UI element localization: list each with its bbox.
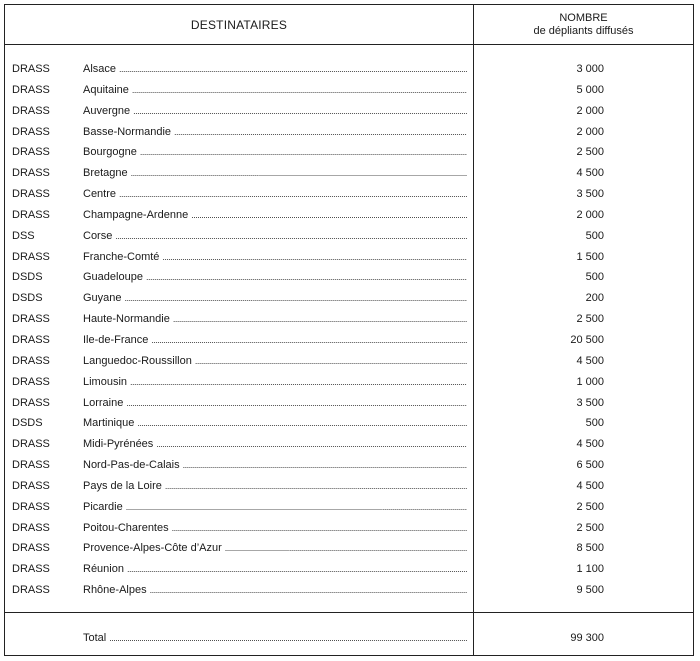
table-row xyxy=(5,455,693,476)
region-cell xyxy=(83,229,467,243)
organism-type: DSDS xyxy=(12,417,43,430)
region-name: Limousin xyxy=(83,375,128,388)
region-name: Bretagne xyxy=(83,167,128,180)
table-row xyxy=(5,518,693,539)
dot-leader xyxy=(126,500,467,514)
leaflet-count: 1 000 xyxy=(576,375,604,388)
region-name: Languedoc-Roussillon xyxy=(83,354,192,367)
region-name: Corse xyxy=(83,229,113,242)
leaflet-count: 9 500 xyxy=(576,584,604,597)
region-cell xyxy=(83,521,467,535)
header-nombre-line2: de dépliants diffusés xyxy=(533,24,634,37)
table-row xyxy=(5,538,693,559)
region-cell xyxy=(83,62,467,76)
region-cell xyxy=(83,333,467,347)
leaflet-count: 1 100 xyxy=(576,563,604,576)
organism-type: DRASS xyxy=(12,125,50,138)
region-cell xyxy=(83,541,467,555)
dot-leader xyxy=(131,166,467,180)
dot-leader xyxy=(119,62,467,76)
table-row xyxy=(5,580,693,601)
dot-leader xyxy=(150,583,467,597)
organism-type: DRASS xyxy=(12,375,50,388)
organism-type: DRASS xyxy=(12,167,50,180)
table-row xyxy=(5,330,693,351)
leaflet-count: 2 500 xyxy=(576,313,604,326)
total-row xyxy=(5,628,693,648)
region-cell xyxy=(83,500,467,514)
dot-leader xyxy=(109,631,467,645)
table-row xyxy=(5,247,693,268)
region-name: Guadeloupe xyxy=(83,271,143,284)
region-name: Bourgogne xyxy=(83,146,137,159)
region-name: Réunion xyxy=(83,563,124,576)
leaflet-count: 3 500 xyxy=(576,396,604,409)
header-rule xyxy=(5,44,693,45)
region-cell xyxy=(83,396,467,410)
dot-leader xyxy=(146,270,467,284)
organism-type: DSDS xyxy=(12,292,43,305)
dot-leader xyxy=(125,291,467,305)
region-name: Haute-Normandie xyxy=(83,313,170,326)
dot-leader xyxy=(156,437,467,451)
header-nombre xyxy=(474,5,693,44)
organism-type: DRASS xyxy=(12,459,50,472)
organism-type: DRASS xyxy=(12,584,50,597)
header-destinataires: DESTINATAIRES xyxy=(190,17,288,32)
leaflet-count: 20 500 xyxy=(570,333,604,346)
region-cell xyxy=(83,354,467,368)
organism-type: DRASS xyxy=(12,313,50,326)
leaflet-count: 2 000 xyxy=(576,104,604,117)
region-cell xyxy=(83,83,467,97)
table-row xyxy=(5,497,693,518)
dot-leader xyxy=(183,458,467,472)
organism-type: DRASS xyxy=(12,396,50,409)
region-name: Ile-de-France xyxy=(83,333,149,346)
region-cell xyxy=(83,291,467,305)
table-row xyxy=(5,559,693,580)
region-cell xyxy=(83,583,467,597)
table-row xyxy=(5,351,693,372)
dot-leader xyxy=(133,104,467,118)
region-name: Alsace xyxy=(83,63,117,75)
region-name: Aquitaine xyxy=(83,83,129,96)
organism-type: DRASS xyxy=(12,542,50,555)
total-rule xyxy=(5,612,693,613)
region-cell xyxy=(83,562,467,576)
leaflet-count: 500 xyxy=(585,417,604,430)
dot-leader xyxy=(172,521,467,535)
dot-leader xyxy=(225,541,467,555)
leaflet-count: 3 000 xyxy=(576,63,604,75)
leaflet-count: 4 500 xyxy=(576,479,604,492)
leaflet-count: 2 500 xyxy=(576,521,604,534)
leaflet-count: 3 500 xyxy=(576,188,604,201)
dot-leader xyxy=(165,479,467,493)
leaflet-count: 2 500 xyxy=(576,500,604,513)
region-name: Martinique xyxy=(83,417,135,430)
region-name: Lorraine xyxy=(83,396,124,409)
region-cell xyxy=(83,104,467,118)
table-row xyxy=(5,267,693,288)
leaflet-count: 500 xyxy=(585,229,604,242)
dot-leader xyxy=(137,416,467,430)
region-name: Franche-Comté xyxy=(83,250,160,263)
organism-type: DRASS xyxy=(12,500,50,513)
leaflet-count: 4 500 xyxy=(576,354,604,367)
region-cell xyxy=(83,250,467,264)
region-cell xyxy=(83,166,467,180)
leaflet-count: 2 000 xyxy=(576,208,604,221)
region-name: Guyane xyxy=(83,292,122,305)
dot-leader xyxy=(162,250,467,264)
leaflet-count: 8 500 xyxy=(576,542,604,555)
total-label: Total xyxy=(83,632,107,644)
organism-type: DRASS xyxy=(12,250,50,263)
organism-type: DRASS xyxy=(12,479,50,492)
dot-leader xyxy=(174,125,467,139)
dot-leader xyxy=(140,145,467,159)
table-row xyxy=(5,101,693,122)
organism-type: DRASS xyxy=(12,146,50,159)
organism-type: DRASS xyxy=(12,438,50,451)
region-name: Champagne-Ardenne xyxy=(83,208,189,221)
organism-type: DSS xyxy=(12,229,35,242)
leaflet-count: 6 500 xyxy=(576,459,604,472)
organism-type: DRASS xyxy=(12,354,50,367)
leaflet-count: 2 500 xyxy=(576,146,604,159)
organism-type: DRASS xyxy=(12,104,50,117)
region-cell xyxy=(83,270,467,284)
leaflet-count: 4 500 xyxy=(576,167,604,180)
organism-type: DRASS xyxy=(12,521,50,534)
region-name: Basse-Normandie xyxy=(83,125,172,138)
table-row xyxy=(5,476,693,497)
table-row xyxy=(5,205,693,226)
region-name: Picardie xyxy=(83,500,123,513)
region-cell xyxy=(83,458,467,472)
table-body xyxy=(5,59,693,601)
organism-type: DRASS xyxy=(12,333,50,346)
region-name: Centre xyxy=(83,188,117,201)
table-row xyxy=(5,226,693,247)
organism-type: DRASS xyxy=(12,83,50,96)
organism-type: DRASS xyxy=(12,63,50,75)
table-row xyxy=(5,80,693,101)
region-cell xyxy=(83,437,467,451)
leaflet-count: 2 000 xyxy=(576,125,604,138)
dot-leader xyxy=(126,396,467,410)
table-row xyxy=(5,413,693,434)
region-name: Nord-Pas-de-Calais xyxy=(83,459,180,472)
leaflet-count: 1 500 xyxy=(576,250,604,263)
table-row xyxy=(5,372,693,393)
dot-leader xyxy=(195,354,467,368)
region-name: Provence-Alpes-Côte d’Azur xyxy=(83,542,222,555)
total-label-cell xyxy=(83,631,467,645)
leaflet-count: 200 xyxy=(585,292,604,305)
region-cell xyxy=(83,125,467,139)
dot-leader xyxy=(191,208,467,222)
region-name: Pays de la Loire xyxy=(83,479,162,492)
organism-type: DSDS xyxy=(12,271,43,284)
table-row xyxy=(5,142,693,163)
table-row xyxy=(5,393,693,414)
region-name: Rhône-Alpes xyxy=(83,584,147,597)
header-nombre-line1: NOMBRE xyxy=(559,11,608,24)
dot-leader xyxy=(130,375,467,389)
region-cell xyxy=(83,312,467,326)
dot-leader xyxy=(119,187,467,201)
region-cell xyxy=(83,187,467,201)
dot-leader xyxy=(173,312,467,326)
leaflet-count: 500 xyxy=(585,271,604,284)
dot-leader xyxy=(115,229,467,243)
table-row xyxy=(5,288,693,309)
leaflet-count: 5 000 xyxy=(576,83,604,96)
table-row xyxy=(5,184,693,205)
organism-type: DRASS xyxy=(12,188,50,201)
region-cell xyxy=(83,416,467,430)
dot-leader xyxy=(132,83,467,97)
distribution-table xyxy=(4,4,694,656)
organism-type: DRASS xyxy=(12,563,50,576)
table-row xyxy=(5,163,693,184)
dot-leader xyxy=(127,562,467,576)
region-cell xyxy=(83,479,467,493)
dot-leader xyxy=(151,333,467,347)
region-name: Midi-Pyrénées xyxy=(83,438,154,451)
region-cell xyxy=(83,208,467,222)
table-row xyxy=(5,59,693,80)
table-row xyxy=(5,122,693,143)
region-cell xyxy=(83,375,467,389)
region-name: Auvergne xyxy=(83,104,131,117)
region-name: Poitou-Charentes xyxy=(83,521,169,534)
leaflet-count: 4 500 xyxy=(576,438,604,451)
region-cell xyxy=(83,145,467,159)
table-row xyxy=(5,434,693,455)
organism-type: DRASS xyxy=(12,208,50,221)
total-value: 99 300 xyxy=(570,632,604,644)
table-row xyxy=(5,309,693,330)
